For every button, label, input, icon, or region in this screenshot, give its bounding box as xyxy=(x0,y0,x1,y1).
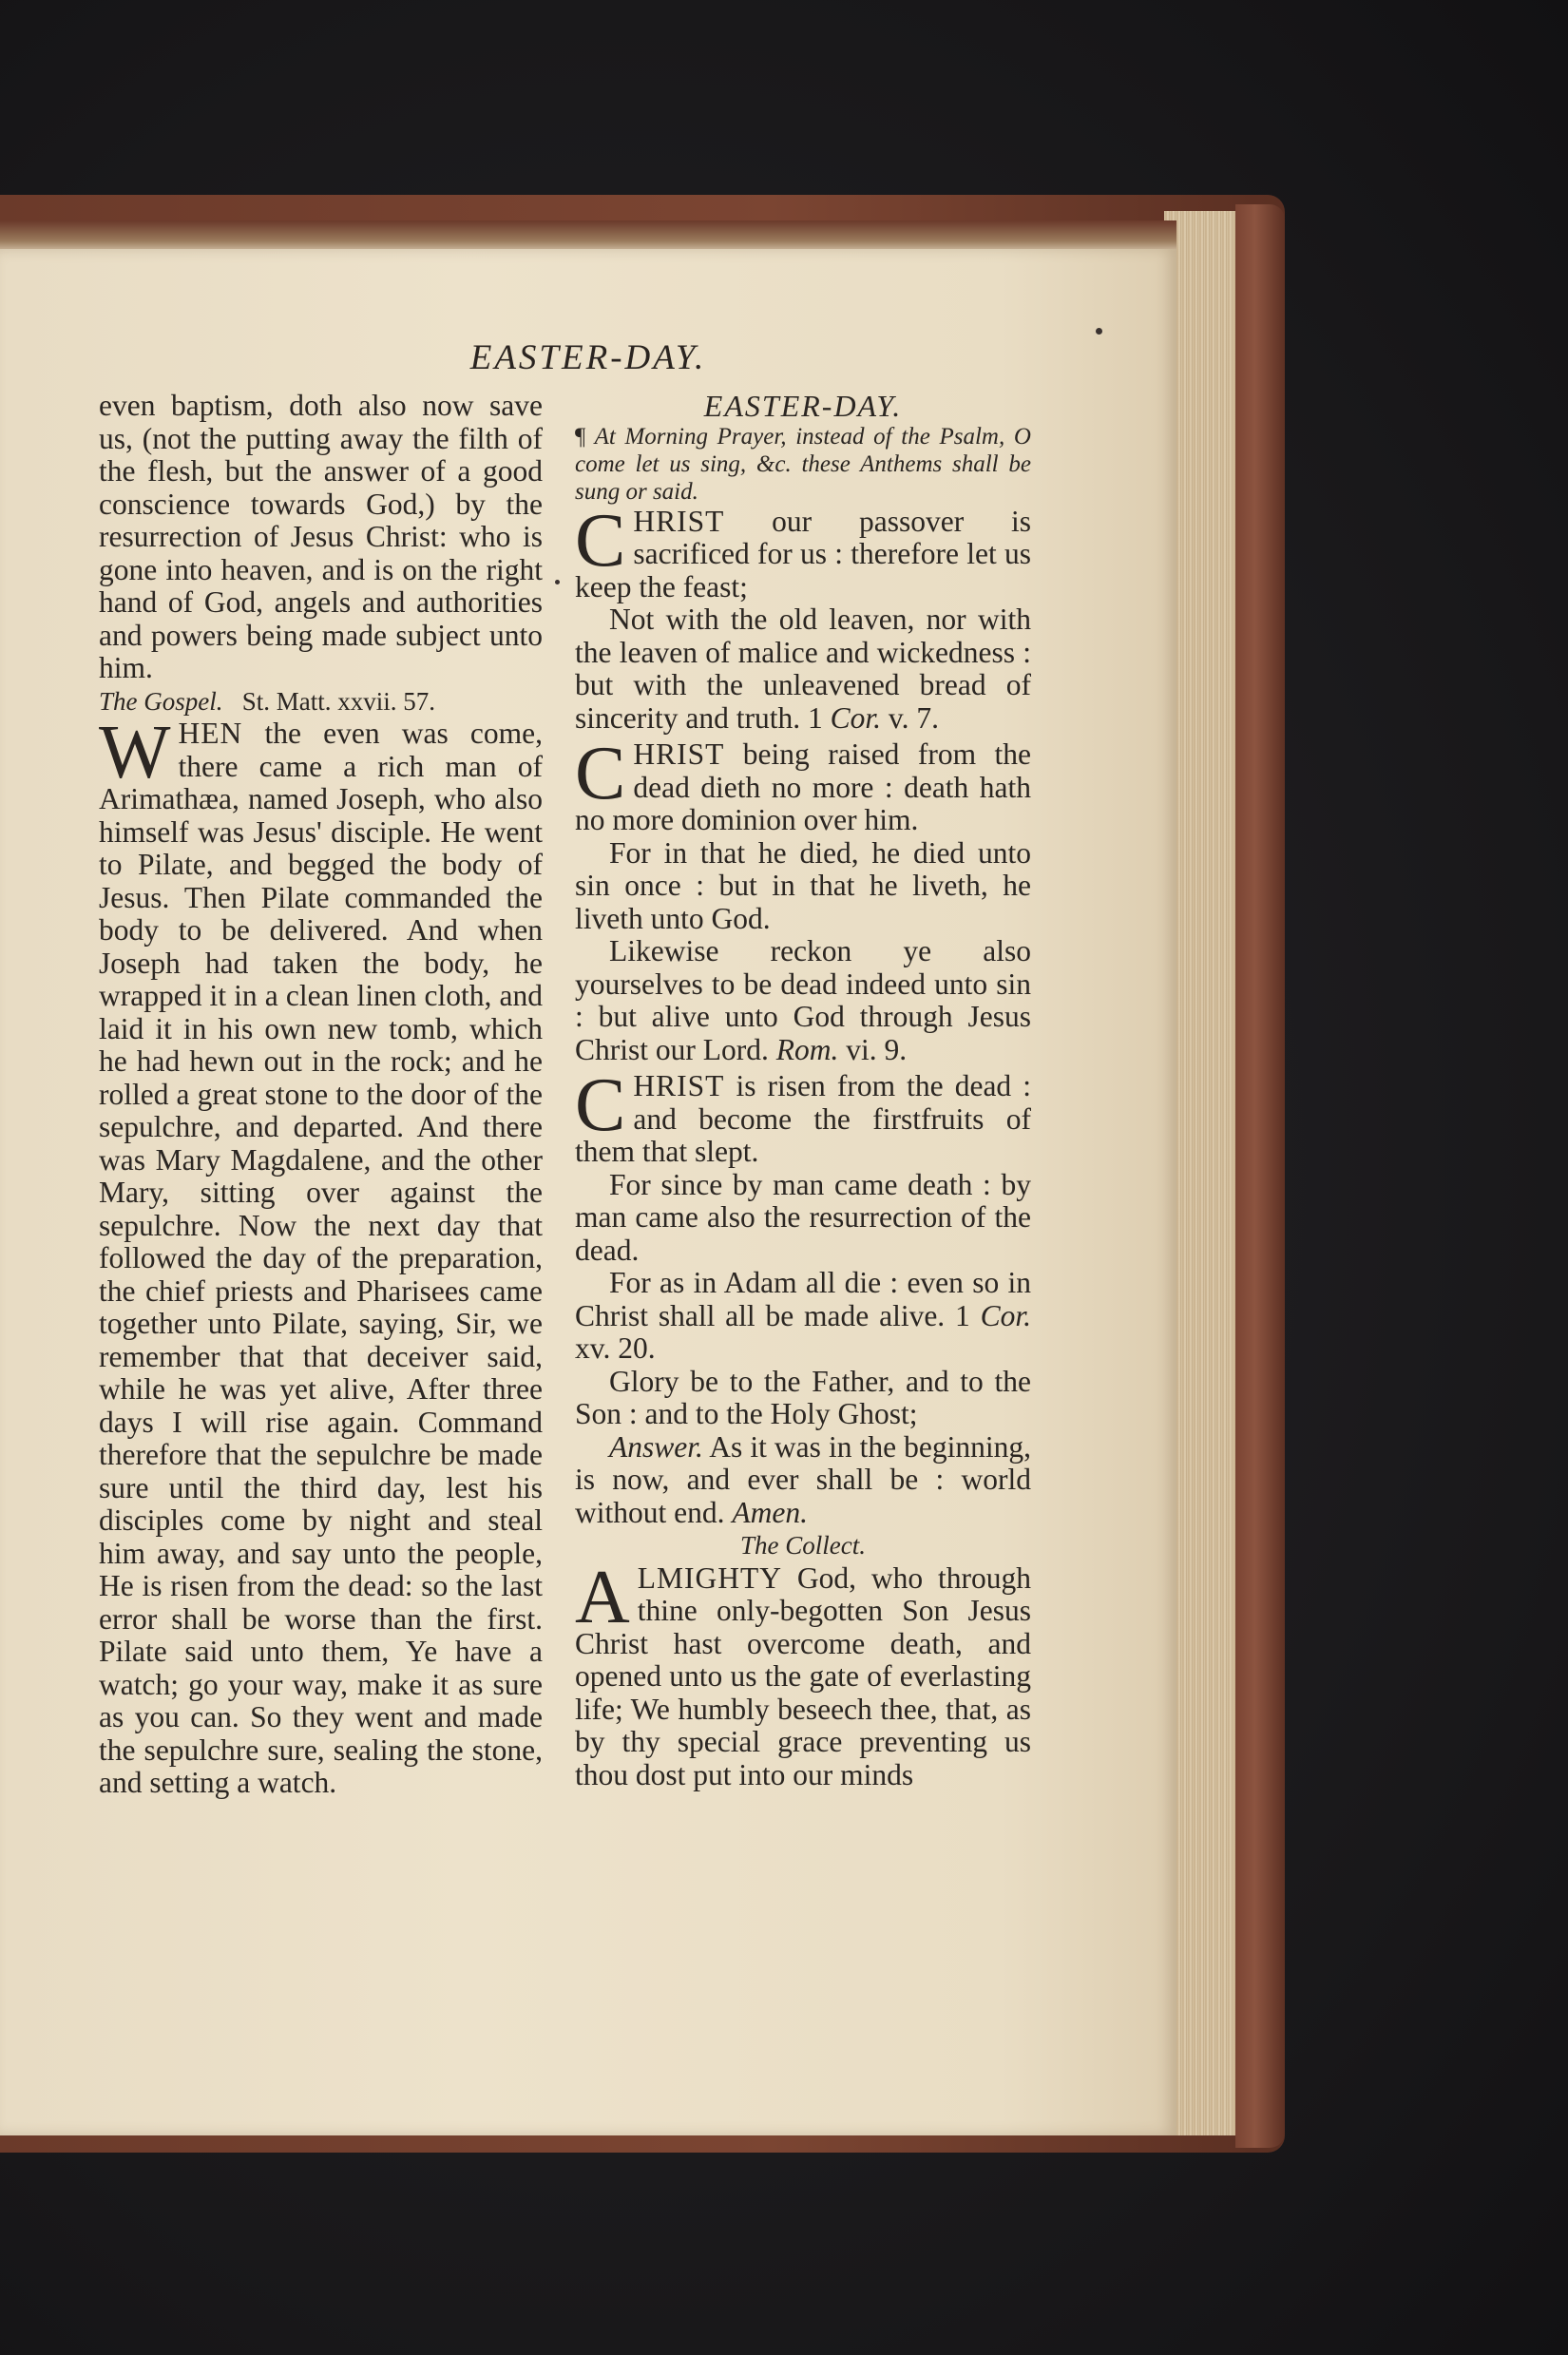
anthem-1-ref-num: 1 xyxy=(807,700,823,735)
anthem-3-para-3 xyxy=(575,1267,1031,1366)
amen: Amen. xyxy=(732,1495,808,1529)
small-caps: HRIST xyxy=(633,504,725,538)
left-column xyxy=(99,390,543,1800)
ink-speck xyxy=(1096,328,1102,335)
anthem-1-text: our passover is sacrificed for us : therefore let us keep the feast; xyxy=(575,504,1031,603)
anthem-2-para-3 xyxy=(575,935,1031,1066)
running-head: EASTER-DAY. xyxy=(469,338,707,377)
drop-cap: C xyxy=(575,1063,626,1147)
small-caps: HRIST xyxy=(633,1069,725,1102)
anthem-1-continued xyxy=(575,603,1031,735)
drop-cap: W xyxy=(99,711,171,795)
gospel-text xyxy=(99,711,543,1800)
anthem-2-ref-chapter: vi. 9. xyxy=(846,1032,908,1066)
collect-heading: The Collect. xyxy=(740,1531,866,1560)
collect-text xyxy=(575,1555,1031,1792)
anthem-2-ref-book: Rom. xyxy=(775,1032,839,1066)
anthem-3-ref-num: 1 xyxy=(955,1298,970,1332)
drop-cap: C xyxy=(575,732,626,815)
small-caps: LMIGHTY xyxy=(637,1560,783,1595)
column-heading: EASTER-DAY. xyxy=(703,389,903,423)
answer xyxy=(575,1431,1031,1530)
gospel-label: The Gospel. xyxy=(99,686,223,716)
anthem-3-para-2: For since by man came death : by man came also the resurrection of the dead. xyxy=(575,1167,1031,1267)
epistle-ending: even baptism, doth also now save us, (not the putting away the filth of the flesh, but the answer of a good conscience towards God,) by the resurrection of Jesus Christ: who is gone into heaven, and is on the right hand of God, angels and authorities and powers being made subject unto him. xyxy=(99,389,543,684)
rubric xyxy=(575,423,1031,506)
anthem-3-text: is risen from the dead : and become the firstfruits of them that slept. xyxy=(575,1069,1031,1168)
anthem-2-para-3-text: Likewise reckon ye also yourselves to be dead indeed unto sin : but alive unto God through Jesus Christ our Lord. xyxy=(575,934,1031,1066)
ink-speck xyxy=(555,580,560,584)
anthem-3 xyxy=(575,1063,1031,1169)
anthem-1-ref-book: Cor. xyxy=(830,700,881,735)
gospel-heading xyxy=(99,685,543,718)
anthem-1 xyxy=(575,498,1031,604)
gospel-reference: St. Matt. xxvii. 57. xyxy=(241,686,436,716)
anthem-1-cont-text: Not with the old leaven, nor with the leaven of malice and wickedness : but with the unleavened bread of sincerity and truth. xyxy=(575,603,1031,735)
small-caps: HRIST xyxy=(633,737,725,771)
drop-cap: C xyxy=(575,498,626,583)
rubric-text: At Morning Prayer, instead of the Psalm, O come let us sing, &c. these Anthems shall be sung or said. xyxy=(575,423,1031,505)
anthem-2-para-2: For in that he died, he died unto sin once : but in that he liveth, he liveth unto God. xyxy=(575,835,1031,935)
anthem-3-ref-book: Cor. xyxy=(980,1298,1032,1332)
right-column xyxy=(575,390,1031,1791)
collect-body: God, who through thine only-begotten Son Jesus Christ hast overcome death, and opened unto us the gate of everlasting life; We humbly beseech thee, that, as by thy special grace preventing us thou dost put into our minds xyxy=(575,1560,1031,1791)
small-caps: HEN xyxy=(178,717,243,750)
pilcrow-icon: ¶ xyxy=(575,423,586,450)
anthem-2-text: being raised from the dead dieth no more : death hath no more dominion over him. xyxy=(575,737,1031,836)
answer-text: As it was in the beginning, is now, and ever shall be : world without end. xyxy=(575,1429,1031,1529)
anthem-3-ref-chapter: xv. 20. xyxy=(575,1331,656,1365)
gospel-body: the even was come, there came a rich man of Arimathæa, named Joseph, who also himself was Jesus' disciple. He went to Pilate, and begged the body of Jesus. Then Pilate commanded the body to be delivered. And when Joseph had taken the body, he wrapped it in a clean linen cloth, and laid it in his own new tomb, which he had hewn out in the rock; and he rolled a great stone to the door of the sepulchre, and departed. And there was Mary Magdalene, and the other Mary, sitting over against the sepulchre. Now the next day that followed the day of the preparation, the chief priests and Pharisees came together unto Pilate, saying, Sir, we remember that that deceiver said, while he was yet alive, After three days I will rise again. Command therefore that the sepulchre be made sure until the third day, lest his disciples come by night and steal him away, and say unto the people, He is risen from the dead: so the last error shall be worse than the first. Pilate said unto them, Ye have a watch; go your way, make it as sure as you can. So they went and made the sepulchre sure, sealing the stone, and setting a watch. xyxy=(99,717,543,1799)
anthem-1-ref-chapter: v. 7. xyxy=(888,700,939,735)
anthem-3-para-3-text: For as in Adam all die : even so in Christ shall all be made alive. xyxy=(575,1266,1031,1332)
drop-cap: A xyxy=(575,1555,630,1639)
anthem-2 xyxy=(575,732,1031,837)
answer-label: Answer. xyxy=(609,1429,703,1464)
gloria-patri: Glory be to the Father, and to the Son : and to the Holy Ghost; xyxy=(575,1364,1031,1430)
cover-edge xyxy=(1235,204,1285,2148)
